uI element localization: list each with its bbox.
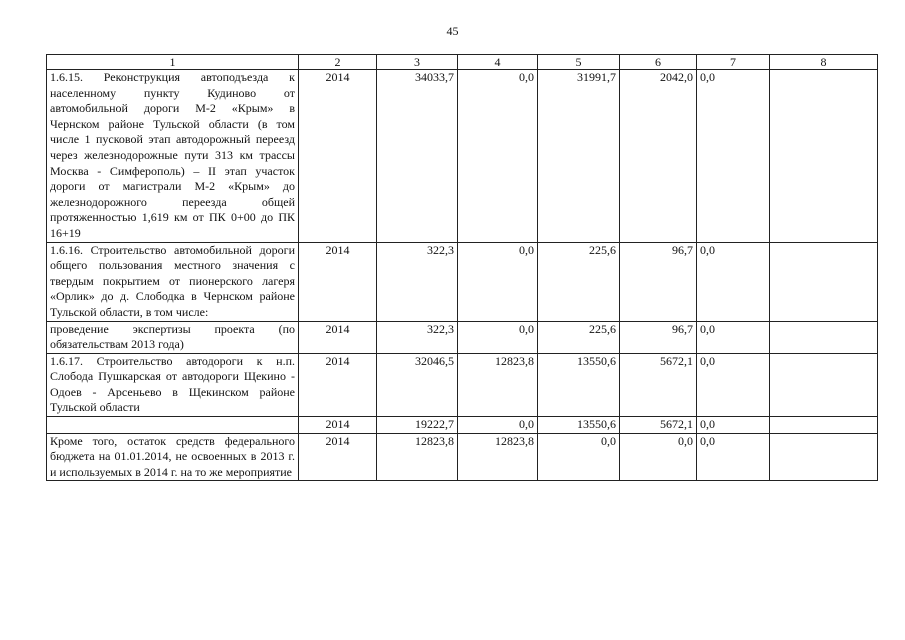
cell-col8 <box>770 417 878 434</box>
cell-col5: 13550,6 <box>538 417 620 434</box>
cell-col8 <box>770 433 878 481</box>
cell-col4: 0,0 <box>458 417 538 434</box>
cell-col8 <box>770 70 878 243</box>
cell-col6: 96,7 <box>620 321 697 353</box>
table-row <box>47 353 878 416</box>
cell-total: 322,3 <box>377 242 458 321</box>
cell-col7: 0,0 <box>697 321 770 353</box>
cell-col4: 0,0 <box>458 70 538 243</box>
cell-col6: 2042,0 <box>620 70 697 243</box>
cell-year: 2014 <box>299 353 377 416</box>
cell-col6: 0,0 <box>620 433 697 481</box>
column-header: 5 <box>538 55 620 70</box>
cell-year: 2014 <box>299 433 377 481</box>
cell-col7: 0,0 <box>697 70 770 243</box>
cell-total: 19222,7 <box>377 417 458 434</box>
cell-col5: 0,0 <box>538 433 620 481</box>
cell-col5: 225,6 <box>538 321 620 353</box>
cell-year: 2014 <box>299 417 377 434</box>
table-row <box>47 70 878 243</box>
cell-col6: 96,7 <box>620 242 697 321</box>
row-description: 1.6.16. Строительство автомобильной дороги общего пользования местного значения с твердым покрытием от пионерского лагеря «Орлик» до д. Слободка в Чернском районе Тульской области, в том числе: <box>47 242 299 321</box>
cell-col8 <box>770 242 878 321</box>
table-row <box>47 242 878 321</box>
cell-col4: 12823,8 <box>458 433 538 481</box>
cell-col6: 5672,1 <box>620 353 697 416</box>
cell-col7: 0,0 <box>697 433 770 481</box>
column-header: 3 <box>377 55 458 70</box>
cell-col4: 0,0 <box>458 321 538 353</box>
cell-total: 322,3 <box>377 321 458 353</box>
cell-total: 34033,7 <box>377 70 458 243</box>
cell-col5: 13550,6 <box>538 353 620 416</box>
row-description: 1.6.17. Строительство автодороги к н.п. Слобода Пушкарская от автодороги Щекино - Одоев - Арсеньево в Щекинском районе Тульской области <box>47 353 299 416</box>
row-description: Кроме того, остаток средств федерального бюджета на 01.01.2014, не освоенных в 2013 г. и используемых в 2014 г. на то же мероприятие <box>47 433 299 481</box>
row-description: 1.6.15. Реконструкция автоподъезда к населенному пункту Кудиново от автомобильной дороги М-2 «Крым» в Чернском районе Тульской области (в том числе 1 пусковой этап автодорожный переезд через железнодорожные пути 313 км трассы Москва - Симферополь) – II этап участок дороги от магистрали М-2 «Крым» до железнодорожного переезда общей протяженностью 1,619 км от ПК 0+00 до ПК 16+19 <box>47 70 299 243</box>
column-header: 1 <box>47 55 299 70</box>
column-header: 6 <box>620 55 697 70</box>
page-number: 45 <box>446 24 459 38</box>
table-header-row <box>47 55 878 70</box>
cell-year: 2014 <box>299 321 377 353</box>
budget-table <box>46 54 878 481</box>
cell-col4: 12823,8 <box>458 353 538 416</box>
cell-col7: 0,0 <box>697 242 770 321</box>
table-row <box>47 433 878 481</box>
cell-col8 <box>770 321 878 353</box>
table-row <box>47 417 878 434</box>
cell-col4: 0,0 <box>458 242 538 321</box>
column-header: 8 <box>770 55 878 70</box>
cell-year: 2014 <box>299 242 377 321</box>
cell-col7: 0,0 <box>697 417 770 434</box>
row-description <box>47 417 299 434</box>
cell-year: 2014 <box>299 70 377 243</box>
table-row <box>47 321 878 353</box>
cell-col7: 0,0 <box>697 353 770 416</box>
cell-col6: 5672,1 <box>620 417 697 434</box>
column-header: 7 <box>697 55 770 70</box>
cell-col8 <box>770 353 878 416</box>
column-header: 2 <box>299 55 377 70</box>
cell-col5: 31991,7 <box>538 70 620 243</box>
cell-total: 12823,8 <box>377 433 458 481</box>
column-header: 4 <box>458 55 538 70</box>
cell-col5: 225,6 <box>538 242 620 321</box>
cell-total: 32046,5 <box>377 353 458 416</box>
row-description: проведение экспертизы проекта (по обязательствам 2013 года) <box>47 321 299 353</box>
